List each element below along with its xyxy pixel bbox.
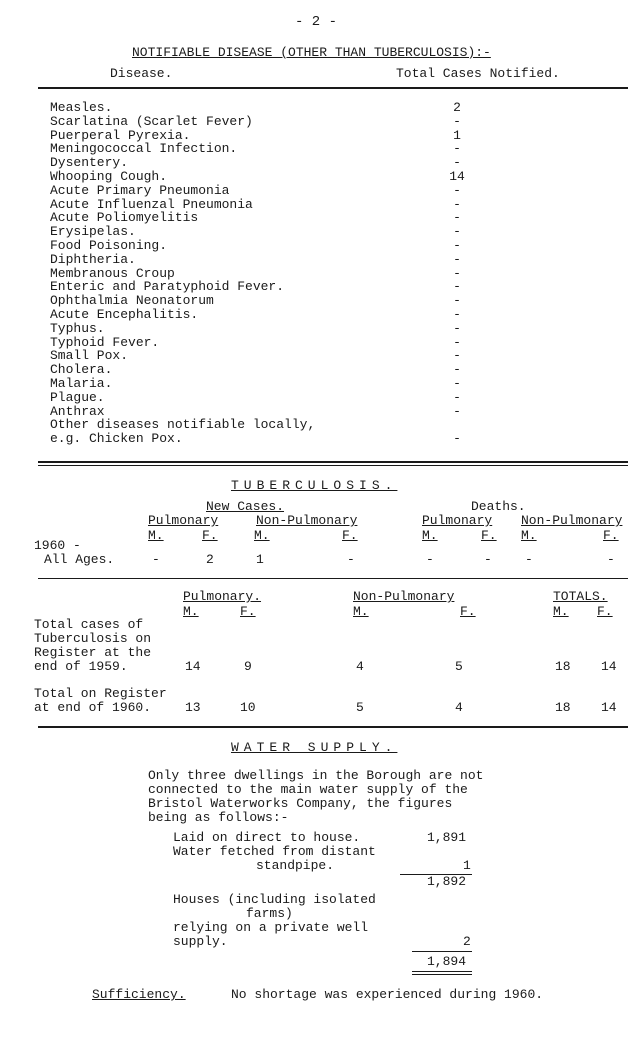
register-row2-label: Total on Register <box>34 686 167 701</box>
water-houses-label: relying on a private well <box>173 920 369 935</box>
disease-case-count: - <box>453 293 461 308</box>
disease-case-count: - <box>453 155 461 170</box>
water-laid-on-label: Laid on direct to house. <box>173 830 361 845</box>
tb-new-pulmonary-header: Pulmonary <box>148 513 219 528</box>
disease-case-count: 14 <box>449 169 465 184</box>
disease-name: Whooping Cough. <box>50 169 168 184</box>
disease-name: Erysipelas. <box>50 224 136 239</box>
register-row2-value: 14 <box>601 700 617 715</box>
tb-new-pulm-f: F. <box>202 528 218 543</box>
register-row2-label: at end of 1960. <box>34 700 152 715</box>
water-houses-label: supply. <box>173 934 228 949</box>
tb-row-label-year: 1960 - <box>34 538 81 553</box>
register-row1-value: 9 <box>244 659 252 674</box>
disease-name: Acute Encephalitis. <box>50 307 199 322</box>
register-row2-value: 4 <box>455 700 463 715</box>
disease-case-count: - <box>453 183 461 198</box>
disease-case-count: - <box>453 431 461 446</box>
register-row1-label: Total cases of <box>34 617 144 632</box>
disease-name: Malaria. <box>50 376 113 391</box>
register-row1-value: 14 <box>185 659 201 674</box>
tb-new-cases-header: New Cases. <box>206 499 285 514</box>
register-row1-value: 18 <box>555 659 571 674</box>
water-paragraph-line: being as follows:- <box>148 810 289 825</box>
disease-name: Other diseases notifiable locally, <box>50 417 316 432</box>
water-paragraph-line: connected to the main water supply of the <box>148 782 468 797</box>
disease-case-count: - <box>453 307 461 322</box>
disease-name: Plague. <box>50 390 105 405</box>
disease-name: Acute Poliomyelitis <box>50 210 199 225</box>
disease-name: Scarlatina (Scarlet Fever) <box>50 114 253 129</box>
tb-deaths-non-pulmonary-header: Non-Pulmonary <box>521 513 623 528</box>
tb-death-pulm-f: F. <box>481 528 497 543</box>
disease-case-count: 1 <box>453 128 461 143</box>
register-nonpulm-m: M. <box>353 604 369 619</box>
disease-case-count: - <box>453 114 461 129</box>
disease-name: Meningococcal Infection. <box>50 141 238 156</box>
disease-case-count: - <box>453 362 461 377</box>
tb-death-value: - <box>525 552 533 567</box>
page-number: - 2 - <box>295 14 338 30</box>
disease-name: Food Poisoning. <box>50 238 168 253</box>
disease-case-count: - <box>453 376 461 391</box>
register-pulmonary-header: Pulmonary. <box>183 589 262 604</box>
register-nonpulm-f: F. <box>460 604 476 619</box>
register-totals-f: F. <box>597 604 613 619</box>
register-row2-value: 18 <box>555 700 571 715</box>
disease-name: Ophthalmia Neonatorum <box>50 293 214 308</box>
disease-case-count: 2 <box>453 100 461 115</box>
water-total-value: 1,894 <box>427 954 467 969</box>
disease-name: Acute Influenzal Pneumonia <box>50 197 253 212</box>
water-houses-label: farms) <box>246 906 293 921</box>
tb-new-value: - <box>152 552 160 567</box>
water-standpipe-label: standpipe. <box>256 858 335 873</box>
register-pulm-f: F. <box>240 604 256 619</box>
water-total-double-rule <box>412 971 472 972</box>
disease-name: Enteric and Paratyphoid Fever. <box>50 279 285 294</box>
disease-name: Diphtheria. <box>50 252 136 267</box>
water-title: WATER SUPPLY. <box>231 740 398 755</box>
disease-name: Puerperal Pyrexia. <box>50 128 191 143</box>
disease-name: Anthrax <box>50 404 105 419</box>
disease-name: Small Pox. <box>50 348 129 363</box>
section-rule-1 <box>38 461 628 463</box>
register-non-pulmonary-header: Non-Pulmonary <box>353 589 455 604</box>
water-total-double-rule <box>412 974 472 975</box>
disease-column-header: Disease. <box>110 66 173 81</box>
disease-case-count: - <box>453 238 461 253</box>
water-paragraph-line: Only three dwellings in the Borough are not <box>148 768 484 783</box>
disease-case-count: - <box>453 266 461 281</box>
disease-name: Typhus. <box>50 321 105 336</box>
disease-case-count: - <box>453 224 461 239</box>
tb-deaths-pulmonary-header: Pulmonary <box>422 513 493 528</box>
water-standpipe-label: Water fetched from distant <box>173 844 376 859</box>
water-houses-label: Houses (including isolated <box>173 892 376 907</box>
register-row1-label: end of 1959. <box>34 659 128 674</box>
tb-new-nonpulm-m: M. <box>254 528 270 543</box>
register-row1-label: Register at the <box>34 645 152 660</box>
tb-death-nonpulm-f: F. <box>603 528 619 543</box>
disease-case-count: - <box>453 252 461 267</box>
disease-case-count: - <box>453 279 461 294</box>
disease-case-count: - <box>453 348 461 363</box>
disease-case-count: - <box>453 210 461 225</box>
disease-name: Membranous Croup <box>50 266 175 281</box>
tb-death-nonpulm-m: M. <box>521 528 537 543</box>
tb-death-value: - <box>426 552 434 567</box>
tb-row-label-ages: All Ages. <box>44 552 115 567</box>
water-subtotal-value: 1,892 <box>427 874 467 889</box>
disease-name: Cholera. <box>50 362 113 377</box>
disease-case-count: - <box>453 390 461 405</box>
tb-new-value: - <box>347 552 355 567</box>
register-row1-label: Tuberculosis on <box>34 631 152 646</box>
disease-name: e.g. Chicken Pox. <box>50 431 183 446</box>
water-paragraph-line: Bristol Waterworks Company, the figures <box>148 796 453 811</box>
register-row1-value: 5 <box>455 659 463 674</box>
register-row2-value: 13 <box>185 700 201 715</box>
disease-case-count: - <box>453 321 461 336</box>
tb-new-pulm-m: M. <box>148 528 164 543</box>
tb-death-value: - <box>484 552 492 567</box>
section-rule-2 <box>38 578 628 579</box>
header-rule <box>38 87 628 89</box>
disease-name: Acute Primary Pneumonia <box>50 183 230 198</box>
disease-name: Measles. <box>50 100 113 115</box>
disease-case-count: - <box>453 335 461 350</box>
sufficiency-text: No shortage was experienced during 1960. <box>231 987 544 1002</box>
register-row1-value: 14 <box>601 659 617 674</box>
register-row2-value: 5 <box>356 700 364 715</box>
tb-deaths-header: Deaths. <box>471 499 526 514</box>
water-standpipe-value: 1 <box>463 858 471 873</box>
disease-case-count: - <box>453 141 461 156</box>
notifiable-title: NOTIFIABLE DISEASE (OTHER THAN TUBERCULOSIS):- <box>132 45 491 60</box>
tb-new-value: 1 <box>256 552 264 567</box>
water-laid-on-value: 1,891 <box>427 830 467 845</box>
water-well-value: 2 <box>463 934 471 949</box>
disease-case-count: - <box>453 197 461 212</box>
section-rule-1b <box>38 465 628 466</box>
tb-death-value: - <box>607 552 615 567</box>
disease-name: Typhoid Fever. <box>50 335 160 350</box>
register-totals-header: TOTALS. <box>553 589 608 604</box>
register-pulm-m: M. <box>183 604 199 619</box>
section-rule-3 <box>38 726 628 728</box>
water-total-rule <box>412 951 472 952</box>
register-row2-value: 10 <box>240 700 256 715</box>
disease-case-count: - <box>453 404 461 419</box>
register-row1-value: 4 <box>356 659 364 674</box>
tb-death-pulm-m: M. <box>422 528 438 543</box>
register-totals-m: M. <box>553 604 569 619</box>
sufficiency-label: Sufficiency. <box>92 987 186 1002</box>
total-cases-column-header: Total Cases Notified. <box>396 66 560 81</box>
tb-title: TUBERCULOSIS. <box>231 478 398 493</box>
tb-new-nonpulm-f: F. <box>342 528 358 543</box>
disease-name: Dysentery. <box>50 155 129 170</box>
tb-new-non-pulmonary-header: Non-Pulmonary <box>256 513 358 528</box>
tb-new-value: 2 <box>206 552 214 567</box>
